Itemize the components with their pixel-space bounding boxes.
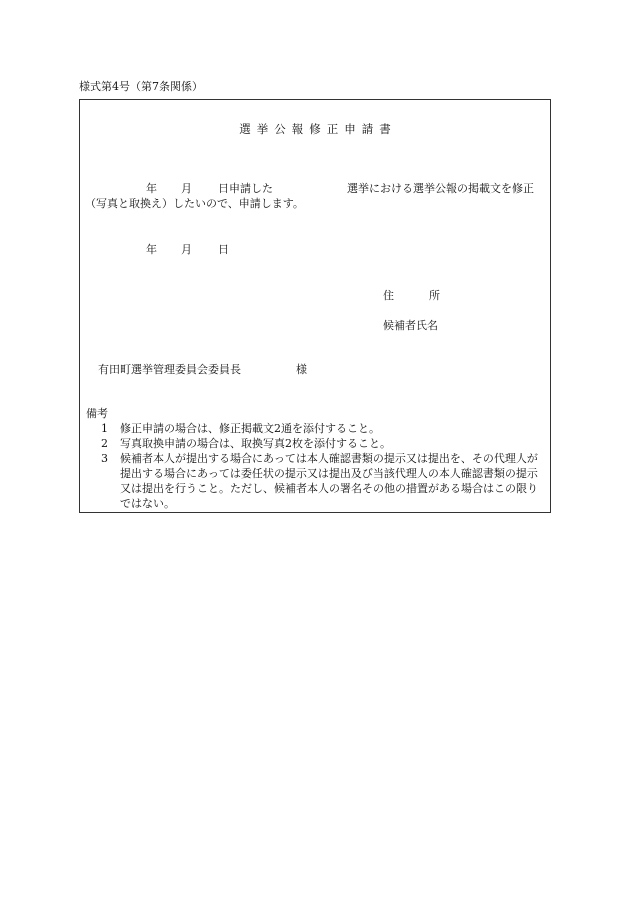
addressee-honorific: 様 [296, 363, 307, 376]
document-title: 選挙公報修正申請書 [239, 122, 397, 136]
remarks-heading: 備考 [86, 407, 108, 420]
remark-text: 候補者本人が提出する場合にあっては本人確認書類の提示又は提出を、その代理人が提出する場合にあっては委任状の提示又は提出及び当該代理人の本人確認書類の提示又は提出を行うこと。ただし、候補者本人の署名その他の措置がある場合はこの限りではない。 [120, 452, 538, 510]
form-number: 様式第4号（第7条関係） [79, 80, 203, 93]
remark-text: 修正申請の場合は、修正掲載文2通を添付すること。 [120, 422, 380, 435]
date-day-label: 日 [218, 243, 229, 256]
application-election-text: 選挙における選挙公報の掲載文を修正 [347, 182, 534, 195]
remark-number: 3 [101, 452, 108, 465]
candidate-name-label: 候補者氏名 [383, 319, 438, 332]
application-year-label: 年 [146, 182, 157, 195]
remark-item [86, 451, 548, 511]
application-day-applied-label: 日申請した [218, 182, 273, 195]
date-month-label: 月 [181, 243, 192, 256]
address-label-part-1: 住 [383, 289, 394, 302]
remark-number: 2 [101, 437, 108, 450]
application-form-box [79, 99, 551, 513]
remark-number: 1 [101, 422, 108, 435]
addressee-name: 有田町選挙管理委員会委員長 [98, 363, 241, 376]
application-month-label: 月 [181, 182, 192, 195]
remark-item [86, 421, 548, 436]
remark-item [86, 436, 548, 451]
remarks-section [86, 406, 548, 511]
application-statement-line-2: （写真と取換え）したいので、申請します。 [85, 197, 304, 210]
date-year-label: 年 [146, 243, 157, 256]
address-label-part-2: 所 [429, 289, 440, 302]
remark-text: 写真取換申請の場合は、取換写真2枚を添付すること。 [120, 437, 391, 450]
